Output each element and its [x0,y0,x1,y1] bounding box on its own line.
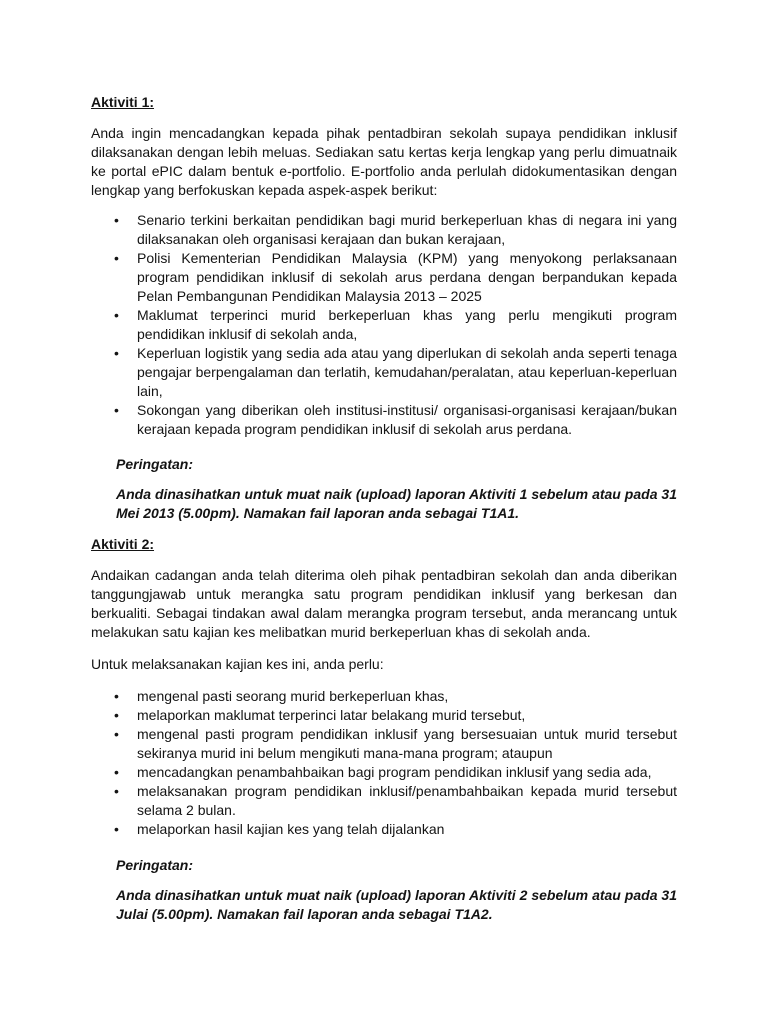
list-item-text: Polisi Kementerian Pendidikan Malaysia (KPM) yang menyokong perlaksanaan program pendidikan inklusif di sekolah arus perdana dengan berpandukan kepada Pelan Pembangunan Pendidikan Malaysia 2013 – 2025 [137,250,677,304]
list-item [91,820,677,839]
list-item-text: Senario terkini berkaitan pendidikan bagi murid berkeperluan khas di negara ini yang dilaksanakan oleh organisasi kerajaan dan bukan kerajaan, [137,212,677,247]
list-item [91,249,677,306]
bullet-icon: • [114,726,119,742]
list-item-text: Maklumat terperinci murid berkeperluan khas yang perlu mengikuti program pendidikan inklusif di sekolah anda, [137,307,677,342]
bullet-icon: • [114,307,119,323]
list-item-text: mengenal pasti program pendidikan inklusif yang bersesuaian untuk murid tersebut sekiranya murid ini belum mengikuti mana-mana program; ataupun [137,726,677,761]
aktiviti-1-heading: Aktiviti 1: [91,94,155,110]
list-item-text: mencadangkan penambahbaikan bagi program pendidikan inklusif yang sedia ada, [137,764,652,780]
bullet-icon: • [114,821,119,837]
list-item-text: Sokongan yang diberikan oleh institusi-institusi/ organisasi-organisasi kerajaan/bukan kerajaan kepada program pendidikan inklusif di sekolah arus perdana. [137,402,677,437]
list-item [91,344,677,401]
list-item-text: melaporkan hasil kajian kes yang telah dijalankan [137,821,445,837]
list-item [91,782,677,820]
bullet-icon: • [114,345,119,361]
bullet-icon: • [114,764,119,780]
aktiviti-2-heading: Aktiviti 2: [91,536,155,552]
bullet-icon: • [114,250,119,266]
aktiviti-2-lead: Untuk melaksanakan kajian kes ini, anda perlu: [91,656,384,672]
aktiviti-2-warning-text: Anda dinasihatkan untuk muat naik (upload) laporan Aktiviti 2 sebelum atau pada 31 Julai (5.00pm). Namakan fail laporan anda sebagai T1A2. [116,887,677,922]
aktiviti-2-intro: Andaikan cadangan anda telah diterima oleh pihak pentadbiran sekolah dan anda diberikan tanggungjawab untuk merangka satu program pendidikan inklusif yang berkesan dan berkualiti. Sebagai tindakan awal dalam merangka program tersebut, anda merancang untuk melakukan satu kajian kes melibatkan murid berkeperluan khas di sekolah anda. [91,567,677,640]
aktiviti-1-intro: Anda ingin mencadangkan kepada pihak pentadbiran sekolah supaya pendidikan inklusif dilaksanakan dengan lebih meluas. Sediakan satu kertas kerja lengkap yang perlu dimuatnaik ke portal ePIC dalam bentuk e-portfolio. E-portfolio anda perlulah didokumentasikan dengan lengkap yang berfokuskan kepada aspek-aspek berikut: [91,125,677,198]
aktiviti-1-bullet-list [91,211,677,439]
bullet-icon: • [114,402,119,418]
aktiviti-2-bullet-list [91,687,677,839]
list-item [91,211,677,249]
bullet-icon: • [114,212,119,228]
list-item-text: mengenal pasti seorang murid berkeperluan khas, [137,688,449,704]
aktiviti-1-warning-label: Peringatan: [116,456,194,472]
bullet-icon: • [114,783,119,799]
list-item [91,706,677,725]
list-item [91,306,677,344]
list-item [91,725,677,763]
list-item [91,401,677,439]
list-item [91,763,677,782]
list-item-text: Keperluan logistik yang sedia ada atau yang diperlukan di sekolah anda seperti tenaga pengajar berpengalaman dan terlatih, kemudahan/peralatan, atau keperluan-keperluan lain, [137,345,677,399]
aktiviti-2-warning-label: Peringatan: [116,857,194,873]
list-item [91,687,677,706]
bullet-icon: • [114,707,119,723]
list-item-text: melaporkan maklumat terperinci latar belakang murid tersebut, [137,707,526,723]
aktiviti-1-warning-text: Anda dinasihatkan untuk muat naik (upload) laporan Aktiviti 1 sebelum atau pada 31 Mei 2013 (5.00pm). Namakan fail laporan anda sebagai T1A1. [116,486,677,521]
list-item-text: melaksanakan program pendidikan inklusif/penambahbaikan kepada murid tersebut selama 2 bulan. [137,783,677,818]
bullet-icon: • [114,688,119,704]
